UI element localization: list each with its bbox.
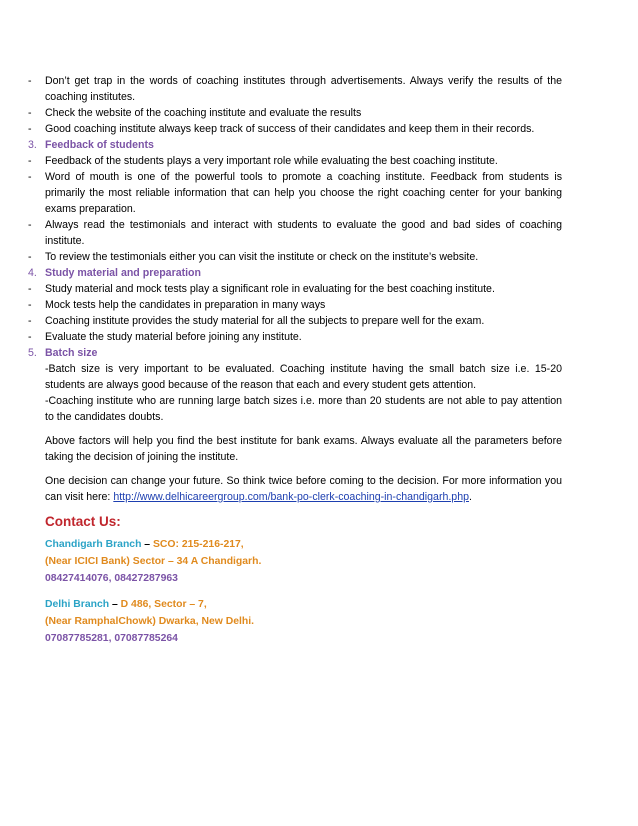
- list-item: [0, 105, 562, 121]
- document-content: [0, 73, 638, 647]
- branch-phones: 08427414076, 08427287963: [45, 573, 178, 584]
- list-item: [0, 281, 562, 297]
- batch-size-paragraph-2: -Coaching institute who are running large batch sizes i.e. more than 20 students are not able to pay attention to the candidates doubts.: [45, 395, 562, 423]
- decision-paragraph: [45, 473, 562, 505]
- bullet-marker: -: [28, 107, 32, 119]
- branch-phones: 07087785281, 07087785264: [45, 633, 178, 644]
- bullet-marker: -: [28, 123, 32, 135]
- section-number: 4.: [28, 267, 37, 279]
- section-number: 3.: [28, 139, 37, 151]
- branch-header: [45, 596, 638, 613]
- bullet-marker: -: [28, 155, 32, 167]
- branch-name: Delhi Branch: [45, 599, 110, 610]
- list-item: [0, 73, 562, 105]
- list-item: [0, 121, 562, 137]
- bullet-marker: -: [28, 171, 32, 183]
- list-item-text: Don’t get trap in the words of coaching institutes through advertisements. Always verify the results of the coaching institutes.: [45, 75, 562, 103]
- list-item-text: Evaluate the study material before joining any institute.: [45, 331, 302, 343]
- section-title: Study material and preparation: [45, 267, 201, 279]
- list-item-text: Feedback of the students plays a very important role while evaluating the best coaching institute.: [45, 155, 498, 167]
- section-heading-feedback: [0, 137, 562, 153]
- list-item: [0, 313, 562, 329]
- list-item-text: Mock tests help the candidates in preparation in many ways: [45, 299, 326, 311]
- bullet-marker: -: [28, 75, 32, 87]
- list-item-text: Check the website of the coaching institute and evaluate the results: [45, 107, 362, 119]
- branch-address-line-1: D 486, Sector – 7,: [120, 599, 207, 610]
- section-title: Batch size: [45, 347, 98, 359]
- bullet-marker: -: [28, 299, 32, 311]
- chandigarh-branch: [45, 536, 638, 587]
- branch-separator: –: [141, 539, 153, 550]
- list-item-text: Word of mouth is one of the powerful tools to promote a coaching institute. Feedback from students is primarily the most reliable information that can help you choose the right coaching center for your banking exams preparation.: [45, 171, 562, 215]
- decision-text: One decision can change your future. So think twice before coming to the decision. For more information you can visit here:: [45, 475, 562, 503]
- bullet-marker: -: [28, 331, 32, 343]
- list-item: [0, 329, 562, 345]
- branch-header: [45, 536, 638, 553]
- branch-separator: –: [109, 599, 121, 610]
- contact-title: Contact Us:: [45, 514, 121, 529]
- batch-size-paragraph-1: -Batch size is very important to be evaluated. Coaching institute having the small batch size i.e. 15-20 students are always good because of the reason that each and every student gets attention.: [45, 363, 562, 391]
- list-item: [0, 297, 562, 313]
- branch-address-line-2: (Near RamphalChowk) Dwarka, New Delhi.: [45, 616, 255, 627]
- list-item-text: To review the testimonials either you can visit the institute or check on the institute’s website.: [45, 251, 479, 263]
- section-heading-batch-size: [0, 345, 562, 361]
- bullet-marker: -: [28, 251, 32, 263]
- list-item-text: Study material and mock tests play a significant role in evaluating for the best coaching institute.: [45, 283, 495, 295]
- list-item: [0, 153, 562, 169]
- list-item: [0, 169, 562, 217]
- list-item: [0, 217, 562, 249]
- delhi-branch: [45, 596, 638, 647]
- list-item-text: Always read the testimonials and interact with students to evaluate the good and bad sides of coaching institute.: [45, 219, 562, 247]
- branch-name: Chandigarh Branch: [45, 539, 142, 550]
- section-title: Feedback of students: [45, 139, 154, 151]
- list-item: [0, 249, 562, 265]
- section-number: 5.: [28, 347, 37, 359]
- bullet-marker: -: [28, 283, 32, 295]
- summary-paragraph: Above factors will help you find the best institute for bank exams. Always evaluate all the parameters before taking the decision of joining the institute.: [45, 435, 562, 463]
- website-link[interactable]: http://www.delhicareergroup.com/bank-po-clerk-coaching-in-chandigarh.php: [113, 491, 469, 503]
- decision-end: .: [468, 491, 472, 503]
- branch-address-line-2: (Near ICICI Bank) Sector – 34 A Chandigarh.: [45, 556, 262, 567]
- section-heading-study-material: [0, 265, 562, 281]
- bullet-marker: -: [28, 315, 32, 327]
- list-item-text: Coaching institute provides the study material for all the subjects to prepare well for the exam.: [45, 315, 485, 327]
- bullet-marker: -: [28, 219, 32, 231]
- list-item-text: Good coaching institute always keep track of success of their candidates and keep them in their records.: [45, 123, 535, 135]
- branch-address-line-1: SCO: 215-216-217,: [152, 539, 244, 550]
